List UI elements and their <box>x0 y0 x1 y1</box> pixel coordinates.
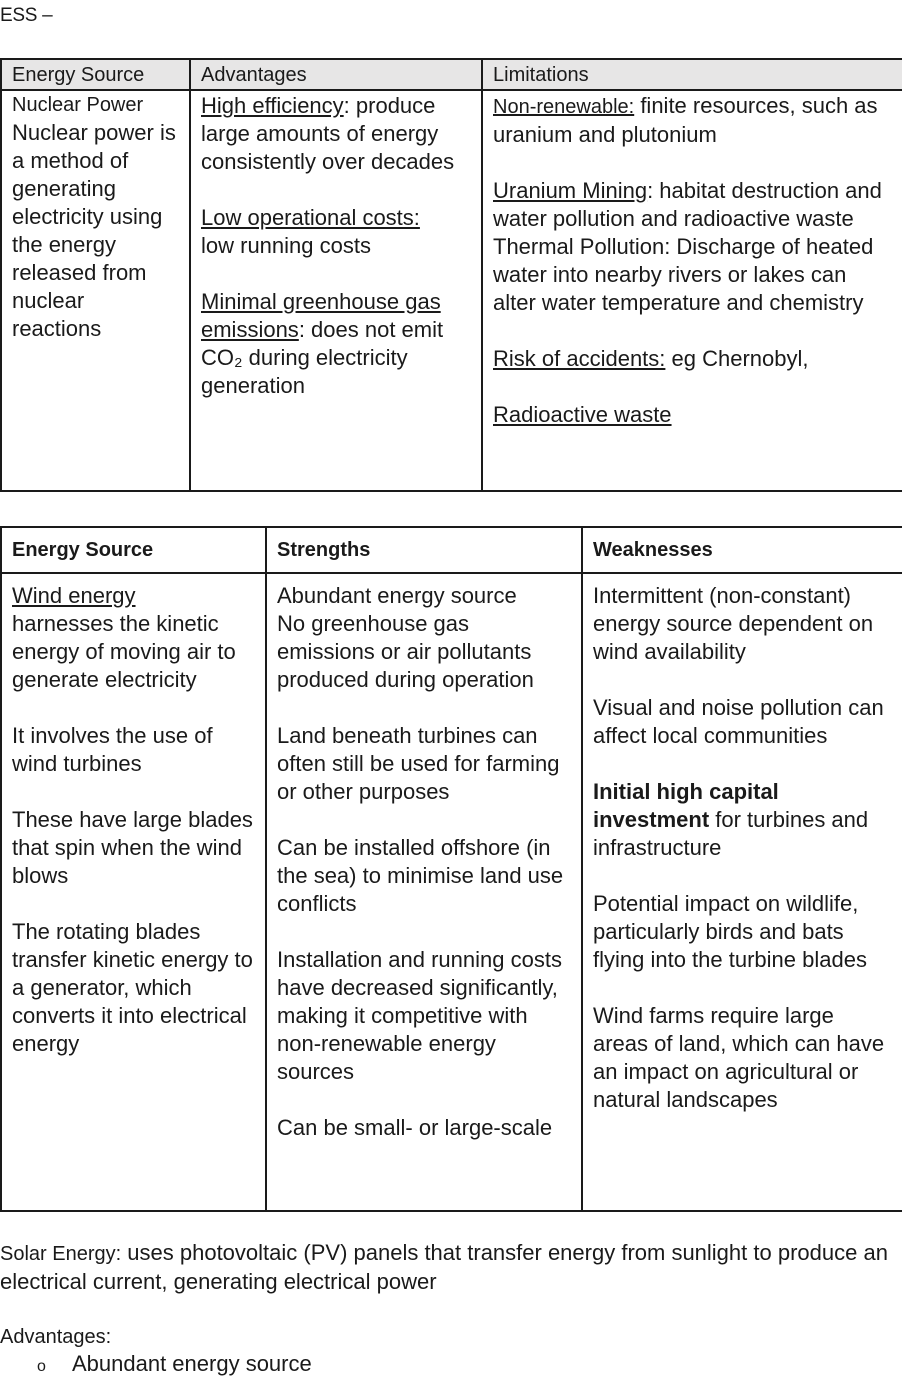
limitation-item <box>493 177 892 233</box>
limitation-text: Thermal Pollution: Discharge of heated water into nearby rivers or lakes can alter water temperature and chemistry <box>493 234 874 315</box>
limitation-text: : habitat destruction and water pollution and radioactive waste <box>493 178 882 231</box>
advantages-heading: Advantages: <box>0 1326 112 1348</box>
weakness-item: Wind farms require large areas of land, which can have an impact on agricultural or natural landscapes <box>593 1003 885 1112</box>
strengths-cell <box>266 573 582 1211</box>
source-item: These have large blades that spin when the wind blows <box>12 807 253 888</box>
source-title: Nuclear Power <box>12 94 144 116</box>
source-item: The rotating blades transfer kinetic energy to a generator, which converts it into electrical energy <box>12 919 253 1056</box>
advantage-term: Low operational costs: <box>201 205 420 230</box>
solar-text: uses photovoltaic (PV) panels that transfer energy from sunlight to produce an electrical current, generating electrical power <box>0 1240 888 1294</box>
limitation-text: finite resources, such as uranium and plutonium <box>493 93 878 147</box>
advantage-text: : does not emit CO₂ during electricity generation <box>201 317 444 398</box>
advantage-text: : produce large amounts of energy consistently over decades <box>201 93 455 174</box>
source-item <box>12 582 255 694</box>
limitation-text: eg Chernobyl, <box>665 346 809 371</box>
advantage-item <box>201 204 471 260</box>
solar-label: Solar Energy: <box>0 1243 122 1265</box>
advantages-cell <box>190 90 482 491</box>
list-item <box>0 1350 312 1381</box>
solar-paragraph <box>0 1239 900 1295</box>
strength-item: No greenhouse gas emissions or air pollutants produced during operation <box>277 611 534 692</box>
strength-item: Can be small- or large-scale <box>277 1115 553 1140</box>
advantage-item <box>201 92 471 176</box>
limitations-cell <box>482 90 902 491</box>
limitation-item <box>493 401 892 429</box>
weakness-text: for turbines and infrastructure <box>593 807 869 860</box>
document-title: ESS – <box>0 5 53 26</box>
nuclear-table <box>0 58 902 492</box>
header-limitations: Limitations <box>482 59 902 90</box>
strength-item: Can be installed offshore (in the sea) to minimise land use conflicts <box>277 835 564 916</box>
header-strengths: Strengths <box>266 527 582 573</box>
strength-item: Installation and running costs have decreased significantly, making it competitive with non-renewable energy sources <box>277 947 562 1084</box>
advantages-list <box>0 1350 312 1381</box>
weakness-item <box>593 778 892 862</box>
energy-source-cell <box>1 573 266 1211</box>
weakness-item: Potential impact on wildlife, particularly birds and bats flying into the turbine blades <box>593 891 867 972</box>
strength-item: Abundant energy source <box>277 583 517 608</box>
weakness-item: Visual and noise pollution can affect local communities <box>593 695 884 748</box>
header-energy-source: Energy Source <box>1 527 266 573</box>
bullet-marker: o <box>37 1358 46 1375</box>
source-text: harnesses the kinetic energy of moving air to generate electricity <box>12 611 236 692</box>
weaknesses-cell <box>582 573 902 1211</box>
advantage-term: Minimal greenhouse gas emissions <box>201 289 441 342</box>
source-description: Nuclear power is a method of generating electricity using the energy released from nuclear reactions <box>12 120 176 341</box>
limitation-term: Non-renewable: <box>493 96 635 118</box>
wind-table <box>0 526 902 1212</box>
limitation-term: Uranium Mining <box>493 178 648 203</box>
limitation-item <box>493 345 892 373</box>
weakness-item: Intermittent (non-constant) energy source dependent on wind availability <box>593 583 874 664</box>
limitation-term: Risk of accidents: <box>493 346 666 371</box>
limitation-item <box>493 233 892 317</box>
table-row <box>1 573 902 1211</box>
advantage-text: low running costs <box>201 233 371 258</box>
advantage-item <box>201 288 471 400</box>
header-weaknesses: Weaknesses <box>582 527 902 573</box>
header-energy-source: Energy Source <box>1 59 190 90</box>
source-term: Wind energy <box>12 583 136 608</box>
source-item: It involves the use of wind turbines <box>12 723 213 776</box>
advantage-term: High efficiency <box>201 93 344 118</box>
limitation-term: Radioactive waste <box>493 402 672 427</box>
table-row <box>1 90 902 491</box>
table-header-row <box>1 59 902 90</box>
table-header-row <box>1 527 902 573</box>
strength-item: Land beneath turbines can often still be used for farming or other purposes <box>277 723 560 804</box>
list-item-text: Abundant energy source <box>72 1351 312 1376</box>
weakness-bold: Initial high capital investment <box>593 779 779 832</box>
energy-source-cell <box>1 90 190 491</box>
header-advantages: Advantages <box>190 59 482 90</box>
limitation-item <box>493 92 892 149</box>
